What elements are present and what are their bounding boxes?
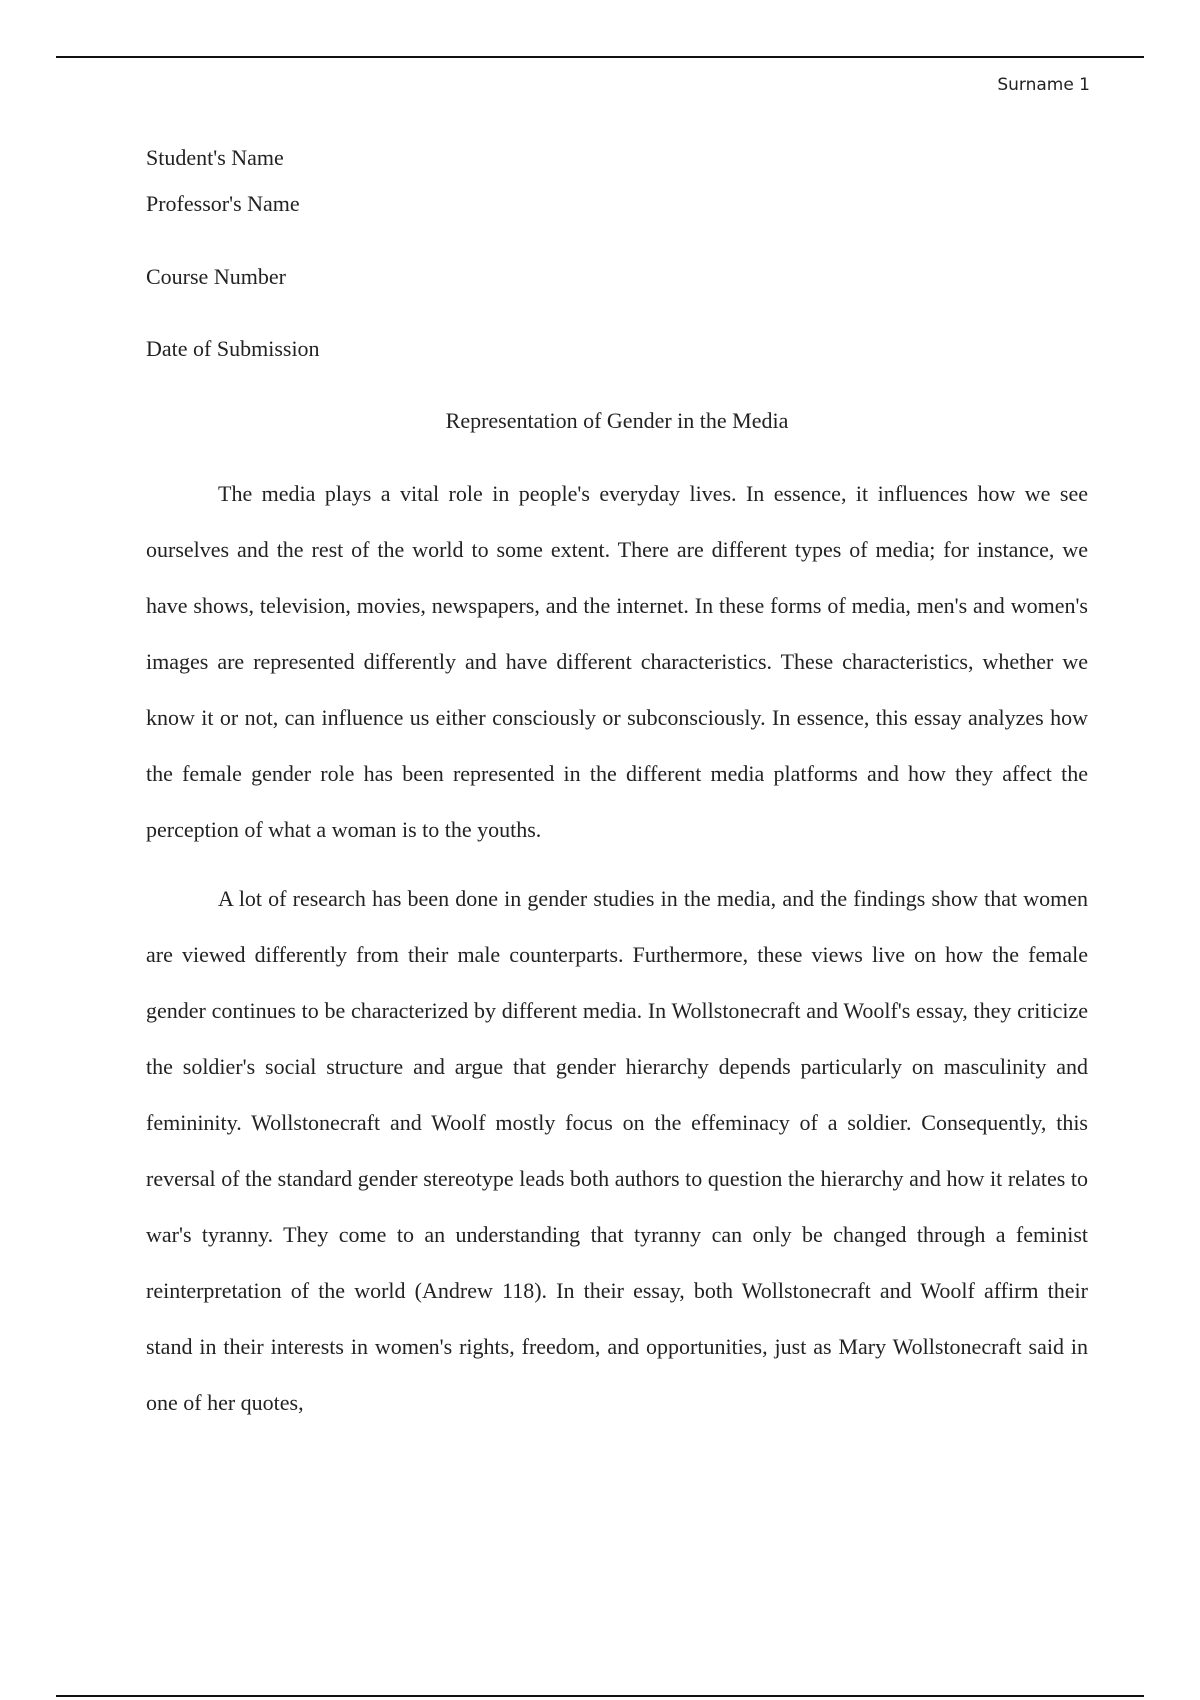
professor-name: Professor's Name — [146, 191, 300, 216]
footer-rule — [56, 1695, 1144, 1697]
header-rule — [56, 56, 1144, 58]
student-name: Student's Name — [146, 145, 284, 170]
essay-title: Representation of Gender in the Media — [445, 408, 789, 433]
submission-date: Date of Submission — [146, 336, 320, 361]
running-head: Surname 1 — [997, 75, 1090, 95]
body-paragraph-2: A lot of research has been done in gender studies in the media, and the findings show that women are viewed differently from their male counterparts. Furthermore, these views live on how the female gender continues to be characterized by different media. In Wollstonecraft and Woolf's essay, they criticize the soldier's social structure and argue that gender hierarchy depends particularly on masculinity and femininity. Wollstonecraft and Woolf mostly focus on the effeminacy of a soldier. Consequently, this reversal of the standard gender stereotype leads both authors to question the hierarchy and how it relates to war's tyranny. They come to an understanding that tyranny can only be changed through a feminist reinterpretation of the world (Andrew 118). In their essay, both Wollstonecraft and Woolf affirm their stand in their interests in women's rights, freedom, and opportunities, just as Mary Wollstonecraft said in one of her quotes, — [146, 886, 1088, 1415]
course-number: Course Number — [146, 264, 286, 289]
body-paragraph-1: The media plays a vital role in people's everyday lives. In essence, it influences how we see ourselves and the rest of the world to some extent. There are different types of media; for instance, we have shows, television, movies, newspapers, and the internet. In these forms of media, men's and women's images are represented differently and have different characteristics. These characteristics, whether we know it or not, can influence us either consciously or subconsciously. In essence, this essay analyzes how the female gender role has been represented in the different media platforms and how they affect the perception of what a woman is to the youths. — [146, 481, 1088, 842]
